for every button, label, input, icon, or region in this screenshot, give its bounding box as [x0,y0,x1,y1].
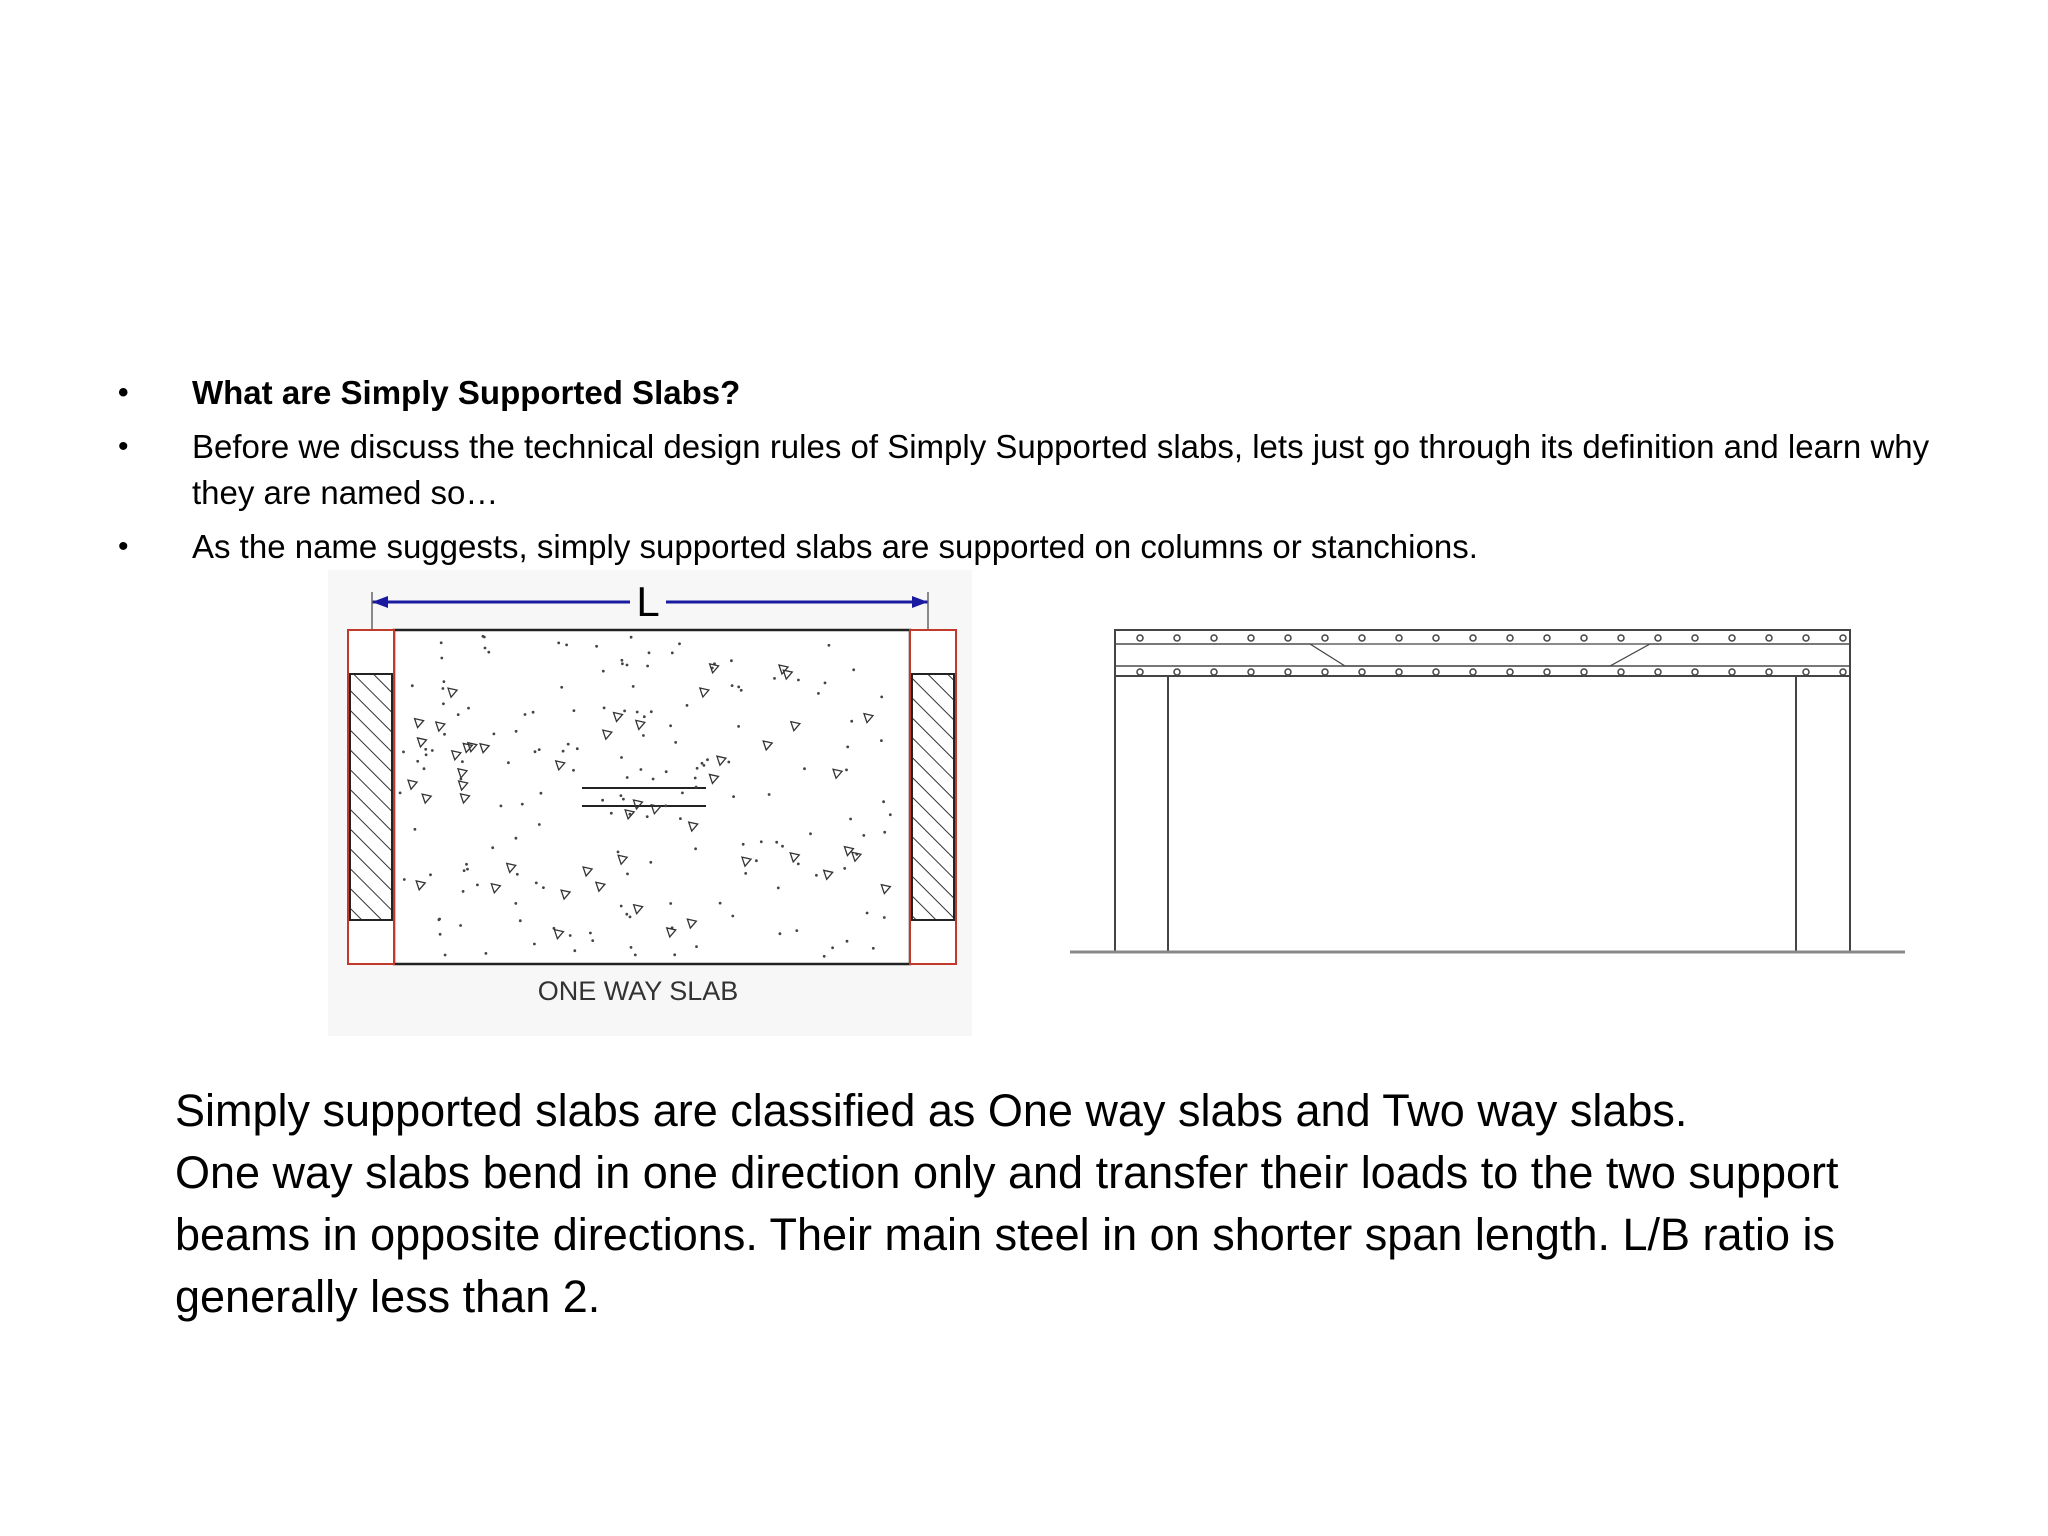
bullet-glyph: • [118,376,129,409]
figure-caption: ONE WAY SLAB [537,976,739,1006]
paragraph-line-1: Simply supported slabs are classified as One way slabs and Two way slabs. [175,1085,1688,1136]
right-support [910,630,956,964]
bullet-item-definition [118,524,1938,570]
bullet-text: As the name suggests, simply supported slabs are supported on columns or stanchions. [192,528,1478,565]
slab-elevation [1115,630,1850,676]
bullet-glyph: • [118,530,129,563]
bullet-item-intro [118,424,1938,516]
slab-description [175,1080,1975,1328]
slab-body [394,630,910,964]
right-column [1796,676,1850,952]
bullet-text: What are Simply Supported Slabs? [192,374,741,411]
bullet-list [118,370,1938,578]
span-label: L [636,578,660,625]
bullet-glyph: • [118,430,129,463]
bullet-text: Before we discuss the technical design rules of Simply Supported slabs, lets just go through its definition and learn why they are named so… [192,428,1930,511]
rebar-dots [1137,635,1846,675]
left-support [348,630,394,964]
slab-elevation-figure [1060,610,1910,960]
bullet-item-title [118,370,1938,416]
one-way-slab-figure [328,570,972,1036]
paragraph-line-2: One way slabs bend in one direction only and transfer their loads to the two support beams in opposite directions. Their main steel in on shorter span length. L/B ratio is generally less than 2. [175,1147,1839,1322]
left-column [1115,676,1168,952]
